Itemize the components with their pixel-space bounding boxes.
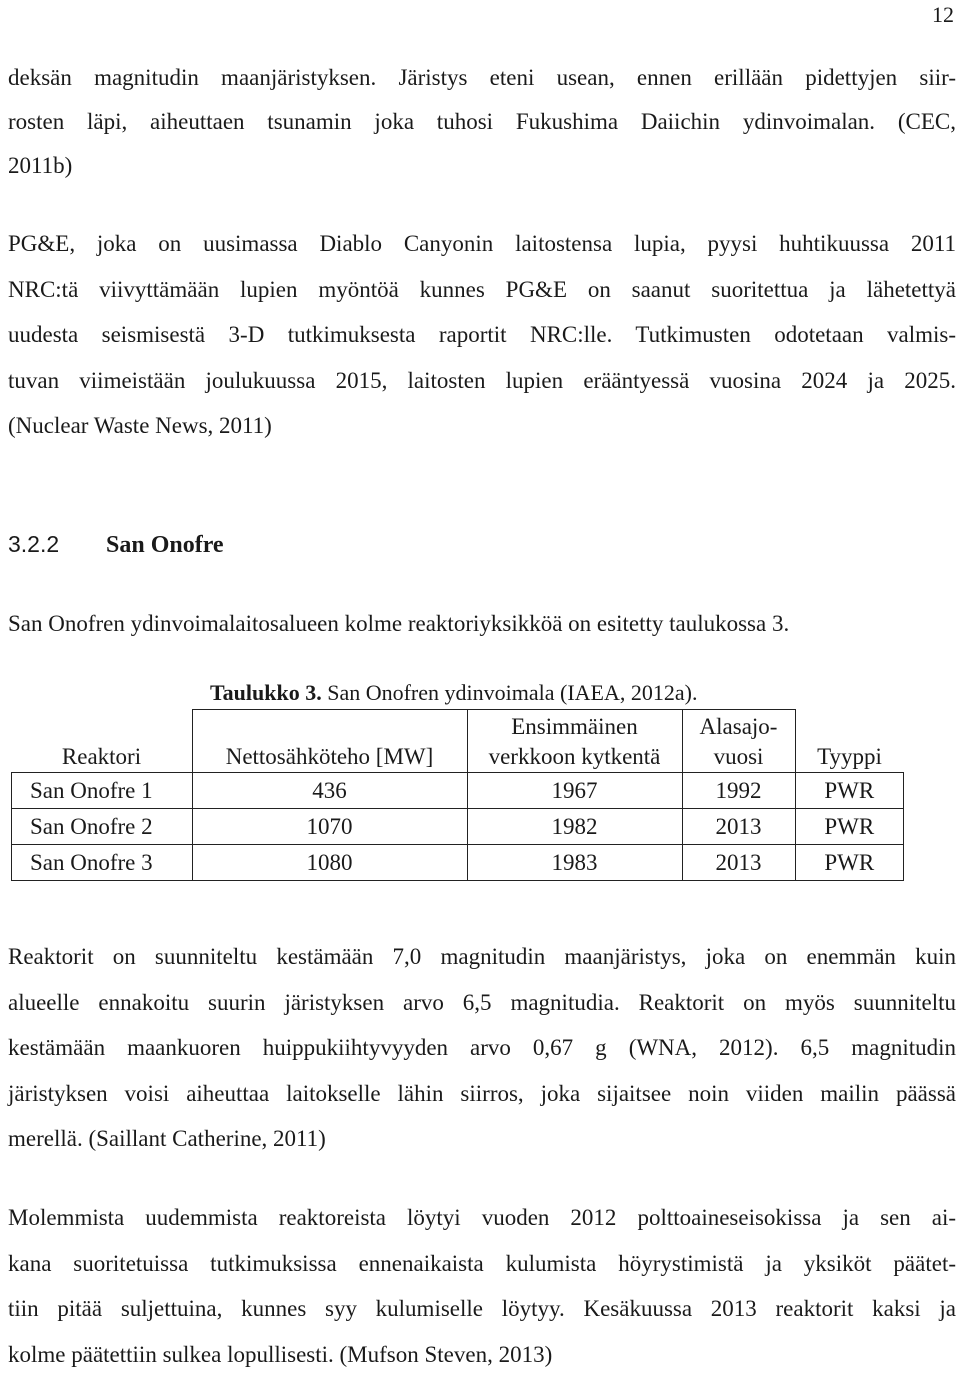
text-line: San Onofren ydinvoimalaitosalueen kolme reaktoriyksikköä on esitetty taulukossa 3.: [8, 606, 956, 642]
header-grid: [467, 710, 682, 773]
text-line: deksän magnitudin maanjäristyksen. Järistys eteni usean, ennen erillään pidettyjen siir-: [8, 56, 956, 100]
cell-type: PWR: [795, 845, 904, 881]
text-line: kestämään maankuoren huippukiihtyvyyden arvo 0,67 g (WNA, 2012). 6,5 magnitudin: [8, 1025, 956, 1071]
page-number: 12: [932, 2, 954, 28]
text-line: järistyksen voisi aiheuttaa laitokselle lähin siirros, joka sijaitsee noin viiden mailin päässä: [8, 1071, 956, 1117]
paragraph-intro-table: [8, 606, 956, 642]
cell-grid: 1967: [467, 773, 682, 809]
cell-power: 1070: [192, 809, 467, 845]
table-row: [12, 845, 904, 881]
text-line: uudesta seismisestä 3-D tutkimuksesta raportit NRC:lle. Tutkimusten odotetaan valmis-: [8, 312, 956, 358]
paragraph-design-magnitude: [8, 934, 956, 1162]
text-line: alueelle ennakoitu suurin järistyksen arvo 6,5 magnitudia. Reaktorit on myös suunniteltu: [8, 980, 956, 1026]
cell-power: 1080: [192, 845, 467, 881]
cell-power: 436: [192, 773, 467, 809]
table-caption: [210, 680, 697, 706]
header-type: Tyyppi: [795, 710, 904, 773]
paragraph-fukushima: [8, 56, 956, 188]
header-power: Nettosähköteho [MW]: [192, 710, 467, 773]
cell-reactor: San Onofre 2: [12, 809, 193, 845]
reactor-table: [11, 709, 904, 881]
text-line: rosten läpi, aiheuttaen tsunamin joka tuhosi Fukushima Daiichin ydinvoimalan. (CEC,: [8, 100, 956, 144]
cell-shutdown: 2013: [682, 809, 795, 845]
cell-type: PWR: [795, 773, 904, 809]
cell-type: PWR: [795, 809, 904, 845]
paragraph-diablo-canyon: [8, 221, 956, 449]
paragraph-shutdown: [8, 1195, 956, 1377]
header-shutdown: [682, 710, 795, 773]
table-row: [12, 773, 904, 809]
text-line: 2011b): [8, 144, 956, 188]
text-line: merellä. (Saillant Catherine, 2011): [8, 1116, 956, 1162]
header-shutdown-line1: Alasajo-: [700, 714, 778, 739]
cell-grid: 1982: [467, 809, 682, 845]
text-line: PG&E, joka on uusimassa Diablo Canyonin laitostensa lupia, pyysi huhtikuussa 2011: [8, 221, 956, 267]
header-grid-line1: Ensimmäinen: [511, 714, 637, 739]
text-line: kana suoritetuissa tutkimuksissa ennenaikaista kulumista höyrystimistä ja yksiköt päätet-: [8, 1241, 956, 1287]
header-grid-line2: verkkoon kytkentä: [489, 744, 661, 769]
text-line: NRC:tä viivyttämään lupien myöntöä kunnes PG&E on saanut suoritettua ja lähetettyä: [8, 267, 956, 313]
table-row: [12, 809, 904, 845]
text-line: Reaktorit on suunniteltu kestämään 7,0 magnitudin maanjäristys, joka on enemmän kuin: [8, 934, 956, 980]
header-reactor: Reaktori: [12, 710, 193, 773]
text-line: tiin pitää suljettuina, kunnes syy kulumiselle löytyy. Kesäkuussa 2013 reaktorit kaksi ja: [8, 1286, 956, 1332]
text-line: kolme päätettiin sulkea lopullisesti. (Mufson Steven, 2013): [8, 1332, 956, 1377]
cell-shutdown: 1992: [682, 773, 795, 809]
cell-reactor: San Onofre 3: [12, 845, 193, 881]
section-heading: [8, 531, 224, 559]
text-line: Molemmista uudemmista reaktoreista löytyi vuoden 2012 polttoaineseisokissa ja sen ai-: [8, 1195, 956, 1241]
cell-reactor: San Onofre 1: [12, 773, 193, 809]
table-caption-label: Taulukko 3.: [210, 680, 322, 705]
section-title: San Onofre: [106, 532, 224, 558]
text-line: tuvan viimeistään joulukuussa 2015, laitosten lupien erääntyessä vuosina 2024 ja 2025.: [8, 358, 956, 404]
cell-grid: 1983: [467, 845, 682, 881]
table-caption-text: San Onofren ydinvoimala (IAEA, 2012a).: [322, 680, 698, 705]
cell-shutdown: 2013: [682, 845, 795, 881]
table-header-row: [12, 710, 904, 773]
header-shutdown-line2: vuosi: [714, 744, 764, 769]
section-number: 3.2.2: [8, 531, 106, 558]
text-line: (Nuclear Waste News, 2011): [8, 403, 956, 449]
